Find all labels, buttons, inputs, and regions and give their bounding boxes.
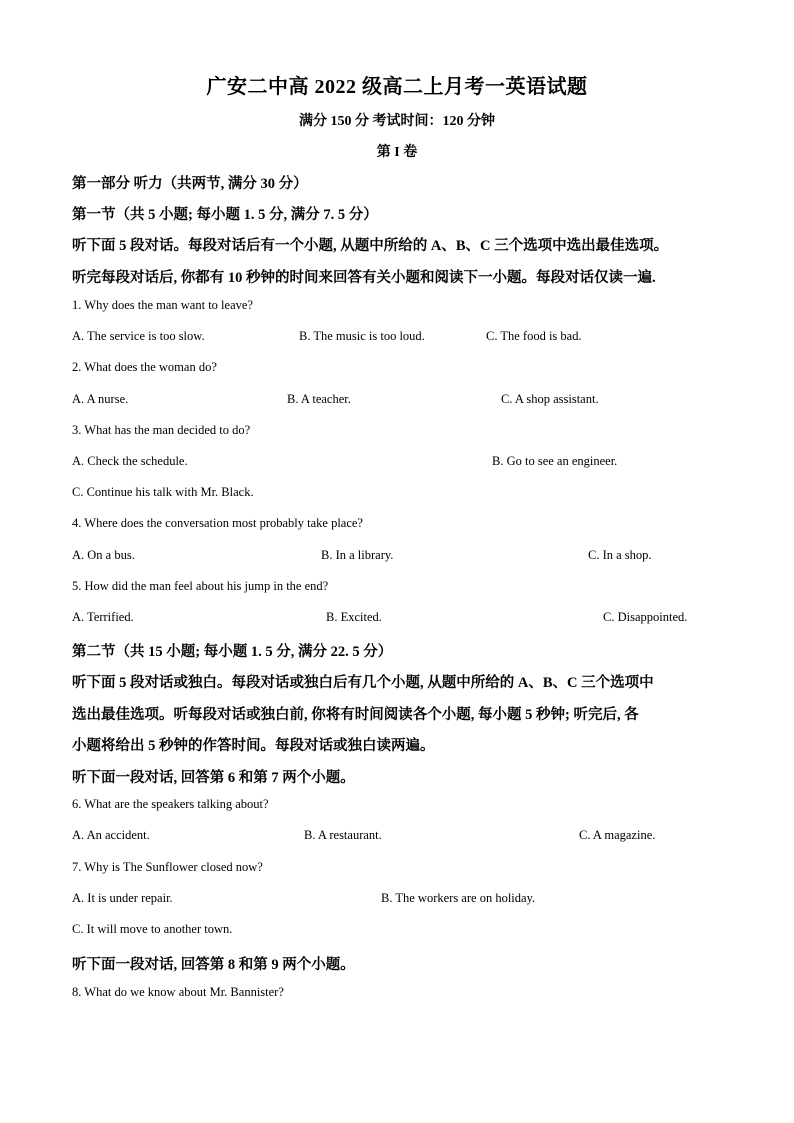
section1-instructions-line2: 听完每段对话后, 你都有 10 秒钟的时间来回答有关小题和阅读下一小题。每段对话仅读一遍. bbox=[72, 270, 656, 286]
option-c: C. A magazine. bbox=[579, 828, 656, 842]
question-stem: 3. What has the man decided to do? bbox=[72, 423, 251, 437]
option-b: B. Go to see an engineer. bbox=[492, 454, 618, 468]
exam-subtitle: 满分 150 分 考试时间：120 分钟 bbox=[299, 114, 495, 129]
option-a: A. Check the schedule. bbox=[72, 454, 188, 468]
option-c: C. The food is bad. bbox=[486, 329, 582, 343]
option-b: B. In a library. bbox=[321, 548, 394, 562]
option-b: B. A teacher. bbox=[287, 392, 351, 406]
volume-label: 第 I 卷 bbox=[376, 145, 418, 160]
option-c: C. Disappointed. bbox=[603, 610, 688, 624]
option-a: A. An accident. bbox=[72, 828, 150, 842]
option-b: B. The music is too loud. bbox=[299, 329, 425, 343]
part1-heading: 第一部分 听力（共两节, 满分 30 分） bbox=[72, 176, 308, 192]
section2-instructions-line2: 选出最佳选项。听每段对话或独白前, 你将有时间阅读各个小题, 每小题 5 秒钟; 听完后, 各 bbox=[72, 707, 639, 723]
question-stem: 4. Where does the conversation most probably take place? bbox=[72, 516, 363, 530]
option-a: A. A nurse. bbox=[72, 392, 129, 406]
option-b: B. The workers are on holiday. bbox=[381, 891, 536, 905]
question-stem: 6. What are the speakers talking about? bbox=[72, 797, 269, 811]
option-a: A. The service is too slow. bbox=[72, 329, 205, 343]
option-c: C. A shop assistant. bbox=[501, 392, 599, 406]
question-stem: 7. Why is The Sunflower closed now? bbox=[72, 860, 263, 874]
option-c: C. It will move to another town. bbox=[72, 922, 233, 936]
option-c: C. Continue his talk with Mr. Black. bbox=[72, 485, 254, 499]
option-a: A. On a bus. bbox=[72, 548, 135, 562]
dialog-instruction-6-7: 听下面一段对话, 回答第 6 和第 7 两个小题。 bbox=[72, 770, 355, 786]
option-a: A. It is under repair. bbox=[72, 891, 173, 905]
option-a: A. Terrified. bbox=[72, 610, 134, 624]
question-stem: 2. What does the woman do? bbox=[72, 360, 217, 374]
section2-instructions-line3: 小题将给出 5 秒钟的作答时间。每段对话或独白读两遍。 bbox=[72, 738, 435, 754]
dialog-instruction-8-9: 听下面一段对话, 回答第 8 和第 9 两个小题。 bbox=[72, 957, 355, 973]
option-b: B. Excited. bbox=[326, 610, 382, 624]
section1-instructions-line1: 听下面 5 段对话。每段对话后有一个小题, 从题中所给的 A、B、C 三个选项中选出最佳选项。 bbox=[72, 238, 669, 254]
section2-instructions-line1: 听下面 5 段对话或独白。每段对话或独白后有几个小题, 从题中所给的 A、B、C 三个选项中 bbox=[72, 675, 654, 691]
option-b: B. A restaurant. bbox=[304, 828, 382, 842]
question-stem: 5. How did the man feel about his jump in the end? bbox=[72, 579, 329, 593]
question-stem: 8. What do we know about Mr. Bannister? bbox=[72, 985, 284, 999]
section2-heading: 第二节（共 15 小题; 每小题 1. 5 分, 满分 22. 5 分） bbox=[72, 644, 393, 660]
exam-title: 广安二中高 2022 级高二上月考一英语试题 bbox=[206, 76, 588, 98]
option-c: C. In a shop. bbox=[588, 548, 652, 562]
question-stem: 1. Why does the man want to leave? bbox=[72, 298, 253, 312]
section1-heading: 第一节（共 5 小题; 每小题 1. 5 分, 满分 7. 5 分） bbox=[72, 207, 378, 223]
